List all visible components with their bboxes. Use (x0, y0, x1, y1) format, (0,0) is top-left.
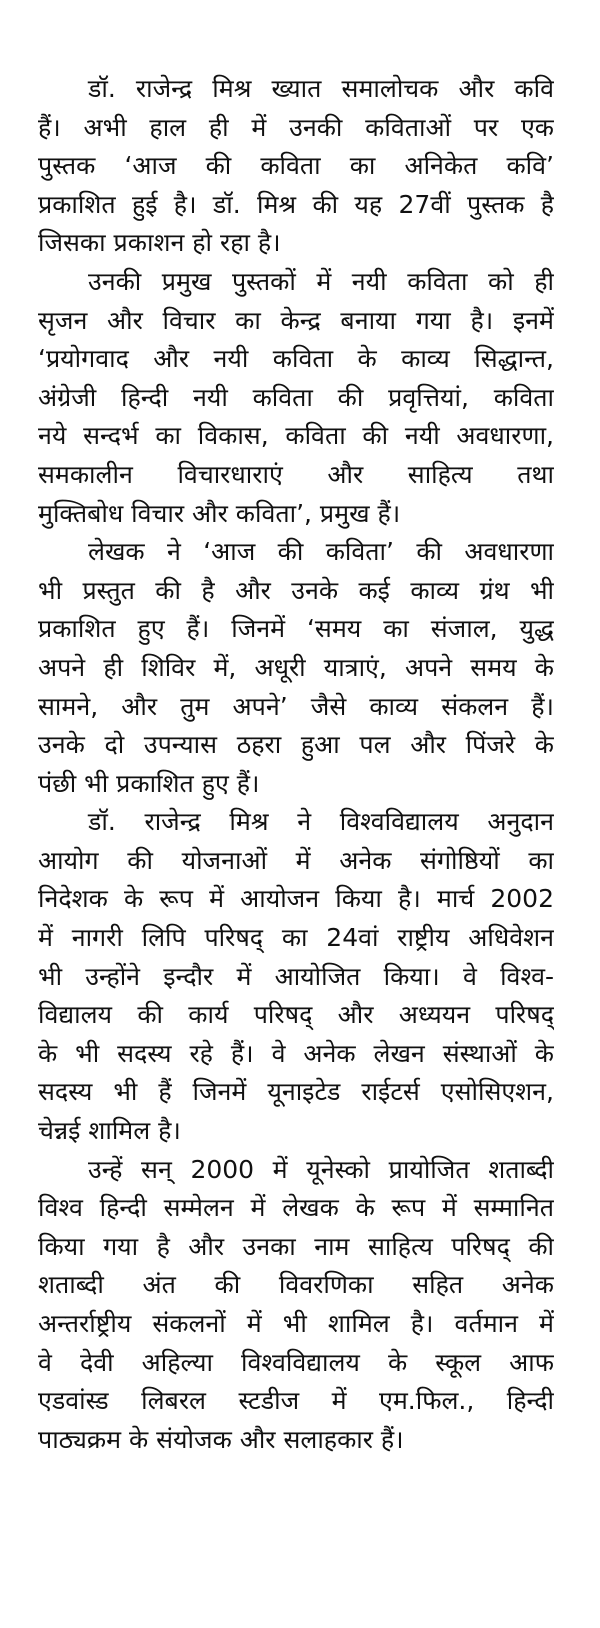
text-line: समकालीन विचारधाराएं और साहित्य तथा (38, 459, 554, 489)
text-line: भी उन्होंने इन्दौर में आयोजित किया। वे विश्व- (38, 961, 554, 991)
text-line: शताब्दी अंत की विवरणिका सहित अनेक (38, 1270, 554, 1300)
paragraph-academic-activities (38, 803, 554, 1150)
text-line: एडवांस्ड लिबरल स्टडीज में एम.फिल., हिन्दी (38, 1386, 554, 1416)
text-line: विश्व हिन्दी सम्मेलन में लेखक के रूप में सम्मानित (38, 1193, 554, 1223)
document-page (38, 70, 554, 1459)
text-line: लेखक ने ‘आज की कविता’ की अवधारणा (88, 537, 554, 567)
text-line: किया गया है और उनका नाम साहित्य परिषद् की (38, 1231, 554, 1261)
text-line: हैं। अभी हाल ही में उनकी कविताओं पर एक (38, 112, 554, 142)
text-line: डॉ. राजेन्द्र मिश्र ख्यात समालोचक और कवि (88, 74, 554, 103)
text-line: में नागरी लिपि परिषद् का 24वां राष्ट्रीय अधिवेशन (38, 923, 554, 953)
text-line: अन्तर्राष्ट्रीय संकलनों में भी शामिल है। वर्तमान में (38, 1309, 554, 1338)
text-line: उनकी प्रमुख पुस्तकों में नयी कविता को ही (88, 266, 554, 296)
paragraph-poetry-collections (38, 533, 554, 803)
text-line: विद्यालय की कार्य परिषद् और अध्ययन परिषद् (38, 1000, 554, 1030)
text-line: प्रकाशित हुई है। डॉ. मिश्र की यह 27वीं पुस्तक है (38, 189, 554, 219)
text-line: पंछी भी प्रकाशित हुए हैं। (38, 768, 260, 798)
text-line: सृजन और विचार का केन्द्र बनाया गया है। इनमें (38, 305, 554, 335)
text-line: जिसका प्रकाशन हो रहा है। (38, 228, 281, 258)
text-line: उन्हें सन् 2000 में यूनेस्को प्रायोजित शताब्दी (88, 1154, 554, 1184)
text-line: सामने, और तुम अपने’ जैसे काव्य संकलन हैं। (38, 691, 554, 721)
text-line: भी प्रस्तुत की है और उनके कई काव्य ग्रंथ भी (38, 575, 554, 605)
text-line: मुक्तिबोध विचार और कविता’, प्रमुख हैं। (38, 498, 401, 528)
text-line: पुस्तक ‘आज की कविता का अनिकेत कवि’ (38, 151, 554, 181)
text-line: अंग्रेजी हिन्दी नयी कविता की प्रवृत्तियां, कविता (38, 382, 554, 412)
text-line: ‘प्रयोगवाद और नयी कविता के काव्य सिद्धान्त, (38, 344, 554, 374)
paragraph-intro (38, 70, 554, 263)
paragraph-honors (38, 1151, 554, 1460)
text-line: के भी सदस्य रहे हैं। वे अनेक लेखन संस्थाओं के (38, 1038, 554, 1068)
text-line: पाठ्यक्रम के संयोजक और सलाहकार हैं। (38, 1424, 404, 1454)
text-line: प्रकाशित हुए हैं। जिनमें ‘समय का संजाल, युद्ध (38, 614, 554, 644)
text-line: उनके दो उपन्यास ठहरा हुआ पल और पिंजरे के (38, 730, 554, 760)
text-line: निदेशक के रूप में आयोजन किया है। मार्च 2002 (38, 884, 554, 914)
text-line: नये सन्दर्भ का विकास, कविता की नयी अवधारणा, (38, 421, 554, 451)
text-line: वे देवी अहिल्या विश्वविद्यालय के स्कूल आफ (38, 1347, 554, 1377)
text-line: चेन्नई शामिल है। (38, 1116, 181, 1146)
paragraph-major-books (38, 263, 554, 533)
text-line: अपने ही शिविर में, अधूरी यात्राएं, अपने समय के (38, 652, 554, 682)
text-line: आयोग की योजनाओं में अनेक संगोष्ठियों का (38, 845, 554, 875)
text-line: सदस्य भी हैं जिनमें यूनाइटेड राईटर्स एसोसिएशन, (38, 1077, 554, 1107)
text-line: डॉ. राजेन्द्र मिश्र ने विश्वविद्यालय अनुदान (88, 807, 554, 837)
